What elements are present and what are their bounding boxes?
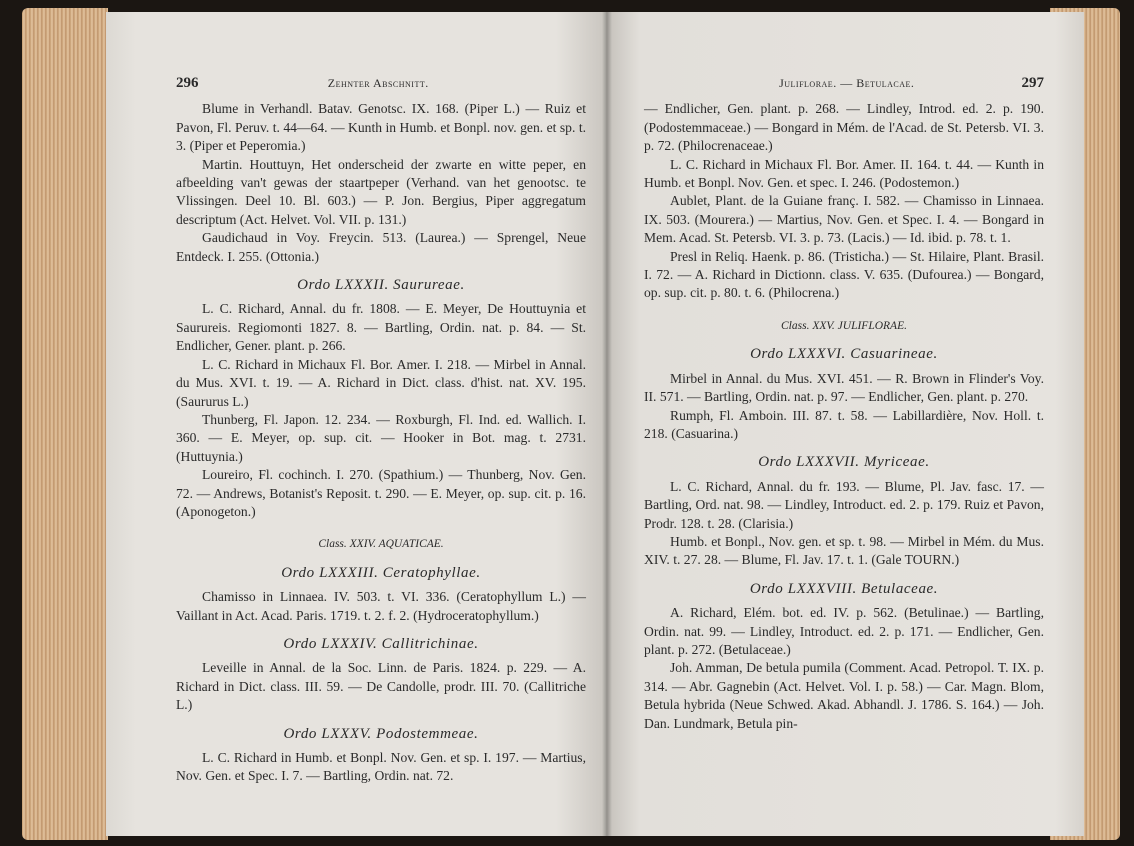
open-book xyxy=(22,8,1120,840)
order-heading: Ordo LXXXIII. Ceratophyllae. xyxy=(281,564,481,581)
reference-paragraph: L. C. Richard in Humb. et Bonpl. Nov. Gen. et sp. I. 197. — Martius, Nov. Gen. et Spec. I. 7. — Bartling, Ordin. nat. 72. xyxy=(176,750,586,784)
reference-paragraph: Rumph, Fl. Amboin. III. 87. t. 58. — Labillardière, Nov. Holl. t. 218. (Casuarina.) xyxy=(644,407,1044,441)
reference-paragraph: L. C. Richard, Annal. du fr. 1808. — E. Meyer, De Houttuynia et Saurureis. Regiomonti 1827. 8. — Bartling, Ordin. nat. p. 84. — St. Endlicher, Gener. plant. p. 266. xyxy=(176,301,586,354)
order-heading: Ordo LXXXV. Podostemmeae. xyxy=(283,725,479,742)
right-page-text xyxy=(644,74,1044,733)
page-edges-left xyxy=(22,8,108,840)
order-heading: Ordo LXXXII. Saurureae. xyxy=(297,277,465,294)
reference-paragraph: Presl in Reliq. Haenk. p. 86. (Tristicha.) — St. Hilaire, Plant. Brasil. I. 72. — A. Richard in Dictionn. class. V. 635. (Dufourea.) — Bongard, op. sup. cit. p. 80. t. 6. (Philocrena.) xyxy=(644,248,1044,301)
reference-paragraph: Joh. Amman, De betula pumila (Comment. Acad. Petropol. T. IX. p. 314. — Abr. Gagnebin (Act. Helvet. Vol. I. p. 58.) — Car. Magn. Blom, Betula hybrida (Neue Schwed. Akad. Abhandl. J. 1786. S. 164.) — Joh. Dan. Lundmark, Betula pin- xyxy=(644,660,1044,731)
left-page-text xyxy=(176,74,586,786)
reference-paragraph: Aublet, Plant. de la Guiane franç. I. 582. — Chamisso in Linnaea. IX. 503. (Mourera.) — Martius, Nov. Gen. et Spec. I. 4. — Bongard in Mem. Acad. St. Petersb. VI. 3. p. 73. (Lacis.) — Id. ibid. p. 78. t. 1. xyxy=(644,193,1044,246)
class-heading: Class. XXV. JULIFLORAE. xyxy=(781,319,907,332)
reference-paragraph: Gaudichaud in Voy. Freycin. 513. (Laurea.) — Sprengel, Neue Entdeck. I. 255. (Ottonia.) xyxy=(176,230,586,264)
reference-paragraph: L. C. Richard in Michaux Fl. Bor. Amer. II. 164. t. 44. — Kunth in Humb. et Bonpl. Nov. Gen. et spec. I. 246. (Podostemon.) xyxy=(644,156,1044,191)
reference-paragraph: Thunberg, Fl. Japon. 12. 234. — Roxburgh, Fl. Ind. ed. Wallich. I. 360. — E. Meyer, op. sup. cit. — Hooker in Bot. mag. t. 2731. (Huttuynia.) xyxy=(176,411,586,464)
reference-paragraph: A. Richard, Elém. bot. ed. IV. p. 562. (Betulinae.) — Bartling, Ordin. nat. 99. — Lindley, Introduct. ed. 2. p. 171. — Endlicher, Gen. plant. p. 272. (Betulaceae.) xyxy=(644,605,1044,657)
order-heading: Ordo LXXXVIII. Betulaceae. xyxy=(749,580,939,597)
order-heading: Ordo LXXXIV. Callitrichinae. xyxy=(283,635,479,652)
right-page-body xyxy=(644,100,1044,733)
reference-paragraph: — Endlicher, Gen. plant. p. 268. — Lindley, Introd. ed. 2. p. 190. (Podostemmaceae.) — Bongard in Mém. de l'Acad. de St. Petersb. VI. 3. p. 72. (Philocrenaceae.) xyxy=(644,101,1044,154)
left-page-body xyxy=(176,100,586,785)
left-page-header xyxy=(176,74,586,92)
class-heading: Class. XXIV. AQUATICAE. xyxy=(318,538,444,551)
right-page xyxy=(606,12,1084,836)
running-title: Juliflorae. — Betulacae. xyxy=(779,76,915,90)
right-page-header xyxy=(644,74,1044,92)
reference-paragraph: L. C. Richard in Michaux Fl. Bor. Amer. I. 218. — Mirbel in Annal. du Mus. XVI. t. 19. — A. Richard in Dict. class. d'hist. nat. XV. 195. (Saururus L.) xyxy=(176,356,586,409)
reference-paragraph: Humb. et Bonpl., Nov. gen. et sp. t. 98. — Mirbel in Mém. du Mus. XIV. t. 27. 28. — Blume, Fl. Jav. 17. t. 1. (Gale TOURN.) xyxy=(644,533,1044,568)
order-heading: Ordo LXXXVII. Myriceae. xyxy=(758,454,930,471)
reference-paragraph: Chamisso in Linnaea. IV. 503. t. VI. 336. (Ceratophyllum L.) — Vaillant in Act. Acad. Paris. 1719. t. 2. f. 2. (Hydroceratophyllum.) xyxy=(176,589,586,623)
book-gutter xyxy=(602,12,612,836)
reference-paragraph: Martin. Houttuyn, Het onderscheid der zwarte en witte peper, en afbeelding van't gewas der staartpeper (Verhand. van het genootsc. te Vlissingen. Deel 10. Bl. 603.) — P. Jon. Bergius, Piper aggregatum descriptum (Act. Helvet. Vol. VII. p. 131.) xyxy=(176,156,586,227)
left-page xyxy=(106,12,606,836)
running-title: Zehnter Abschnitt. xyxy=(327,76,429,90)
reference-paragraph: Mirbel in Annal. du Mus. XVI. 451. — R. Brown in Flinder's Voy. II. 571. — Bartling, Ordin. nat. p. 97. — Endlicher, Gen. plant. p. 270. xyxy=(644,370,1044,405)
page-number: 296 xyxy=(176,75,199,91)
reference-paragraph: Leveille in Annal. de la Soc. Linn. de Paris. 1824. p. 229. — A. Richard in Dict. class. III. 59. — De Candolle, prodr. III. 70. (Callitriche L.) xyxy=(176,660,586,713)
page-number: 297 xyxy=(1021,75,1044,91)
reference-paragraph: L. C. Richard, Annal. du fr. 193. — Blume, Pl. Jav. fasc. 17. — Bartling, Ord. nat. 98. — Lindley, Introduct. ed. 2. p. 179. Ruiz et Pavon, Prodr. 128. t. 28. (Clarisia.) xyxy=(644,478,1044,531)
reference-paragraph: Blume in Verhandl. Batav. Genotsc. IX. 168. (Piper L.) — Ruiz et Pavon, Fl. Peruv. t. 44—64. — Kunth in Humb. et Bonpl. nov. gen. et sp. t. 3. (Piper et Peperomia.) xyxy=(176,101,586,154)
order-heading: Ordo LXXXVI. Casuarineae. xyxy=(750,346,938,363)
reference-paragraph: Loureiro, Fl. cochinch. I. 270. (Spathium.) — Thunberg, Nov. Gen. 72. — Andrews, Botanist's Reposit. t. 290. — E. Meyer, op. sup. cit. p. 16. (Aponogeton.) xyxy=(176,467,586,519)
